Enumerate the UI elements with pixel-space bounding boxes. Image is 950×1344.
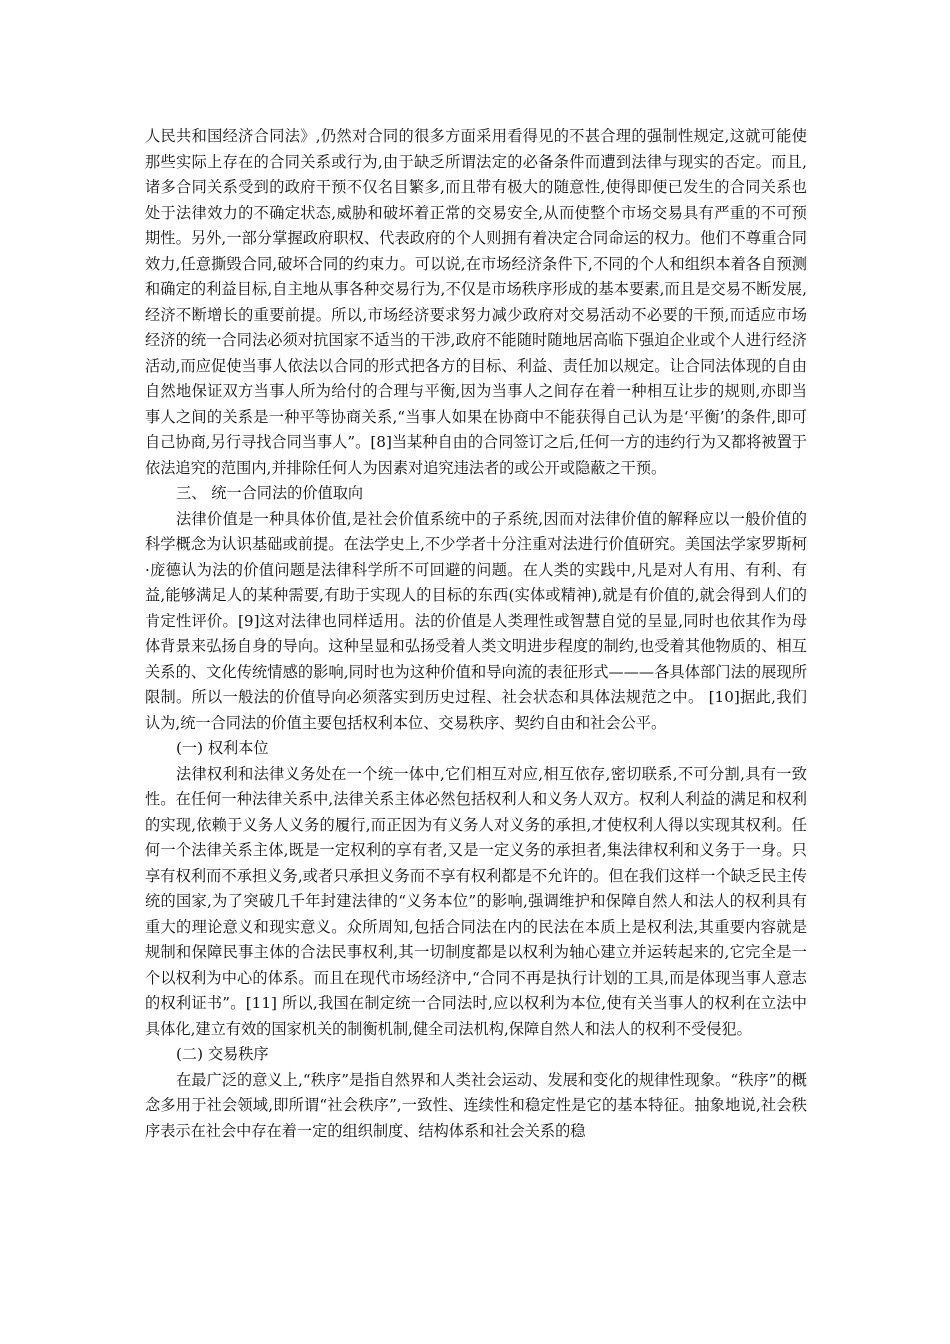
body-paragraph-legal-value: 法律价值是一种具体价值,是社会价值系统中的子系统,因而对法律价值的解释应以一般价值的科学概念为认识基础或前提。在法学史上,不少学者十分注重对法进行价值研究。美国法学家罗斯柯·庞德认为法的价值问题是法律科学所不可回避的问题。在人类的实践中,凡是对人有用、有利、有益,能够满足人的某种需要,有助于实现人的目标的东西(实体或精神),就是有价值的,就会得到人们的肯定性评价。[9]这对法律也同样适用。法的价值是人类理性或智慧自觉的呈显,同时也依其作为母体背景来弘扬自身的导向。这种呈显和弘扬受着人类文明进步程度的制约,也受着其他物质的、相互关系的、文化传统情感的影响,同时也为这种价值和导向流的表征形式———各具体部门法的展现所限制。所以一般法的价值导向必须落实到历史过程、社会状态和具体法规范之中。 [10]据此,我们认为,统一合同法的价值主要包括权利本位、交易秩序、契约自由和社会公平。 [145,509,807,732]
subsection-heading-transaction-order: (二) 交易秩序 [176,1045,269,1063]
document-page [145,124,807,1144]
body-paragraph-rights-obligations: 法律权利和法律义务处在一个统一体中,它们相互对应,相互依存,密切联系,不可分割,具有一致性。在任何一种法律关系中,法律关系主体必然包括权利人和义务人双方。权利人利益的满足和权利的实现,依赖于义务人义务的履行,而正因为有义务人对义务的承担,才使权利人得以实现其权利。任何一个法律关系主体,既是一定权利的享有者,又是一定义务的承担者,集法律权利和义务于一身。只享有权利而不承担义务,或者只承担义务而不享有权利都是不允许的。但在我们这样一个缺乏民主传统的国家,为了突破几千年封建法律的“义务本位”的影响,强调维护和保障自然人和法人的权利具有重大的理论意义和现实意义。众所周知,包括合同法在内的民法在本质上是权利法,其重要内容就是规制和保障民事主体的合法民事权利,其一切制度都是以权利为轴心建立并运转起来的,它完全是一个以权利为中心的体系。而且在现代市场经济中,“合同不再是执行计划的工具,而是体现当事人意志的权利证书”。[11] 所以,我国在制定统一合同法时,应以权利为本位,使有关当事人的权利在立法中具体化,建立有效的国家机关的制衡机制,健全司法机构,保障自然人和法人的权利不受侵犯。 [145,764,807,1038]
body-paragraph-social-order: 在最广泛的意义上,“秩序”是指自然界和人类社会运动、发展和变化的规律性现象。“秩序”的概念多用于社会领域,即所谓“社会秩序”,一致性、连续性和稳定性是它的基本特征。抽象地说,社会秩序表示在社会中存在着一定的组织制度、结构体系和社会关系的稳 [145,1070,807,1140]
subsection-heading-rights-standard: (一) 权利本位 [176,739,269,757]
section-heading-value-orientation: 三、 统一合同法的价值取向 [176,484,364,502]
body-paragraph-contract-intervention: 人民共和国经济合同法》,仍然对合同的很多方面采用看得见的不甚合理的强制性规定,这就可能使那些实际上存在的合同关系或行为,由于缺乏所谓法定的必备条件而遭到法律与现实的否定。而且,诸多合同关系受到的政府干预不仅名目繁多,而且带有极大的随意性,使得即便已发生的合同关系也处于法律效力的不确定状态,威胁和破坏着正常的交易安全,从而使整个市场交易具有严重的不可预期性。另外,一部分掌握政府职权、代表政府的个人则拥有着决定合同命运的权力。他们不尊重合同效力,任意撕毁合同,破坏合同的约束力。可以说,在市场经济条件下,不同的个人和组织本着各自预测和确定的利益目标,自主地从事各种交易行为,不仅是市场秩序形成的基本要素,而且是交易不断发展,经济不断增长的重要前提。所以,市场经济要求努力减少政府对交易活动不必要的干预,而适应市场经济的统一合同法必须对抗国家不适当的干涉,政府不能随时随地居高临下强迫企业或个人进行经济活动,而应促使当事人依法以合同的形式把各方的目标、利益、责任加以规定。让合同法体现的自由自然地保证双方当事人所为给付的合理与平衡,因为当事人之间存在着一种相互让步的规则,亦即当事人之间的关系是一种平等协商关系,“当事人如果在协商中不能获得自己认为是‘平衡’的条件,即可自己协商,另行寻找合同当事人”。[8]当某种自由的合同签订之后,任何一方的违约行为又都将被置于依法追究的范围内,并排除任何人为因素对追究违法者的或公开或隐蔽之干预。 [145,127,807,477]
